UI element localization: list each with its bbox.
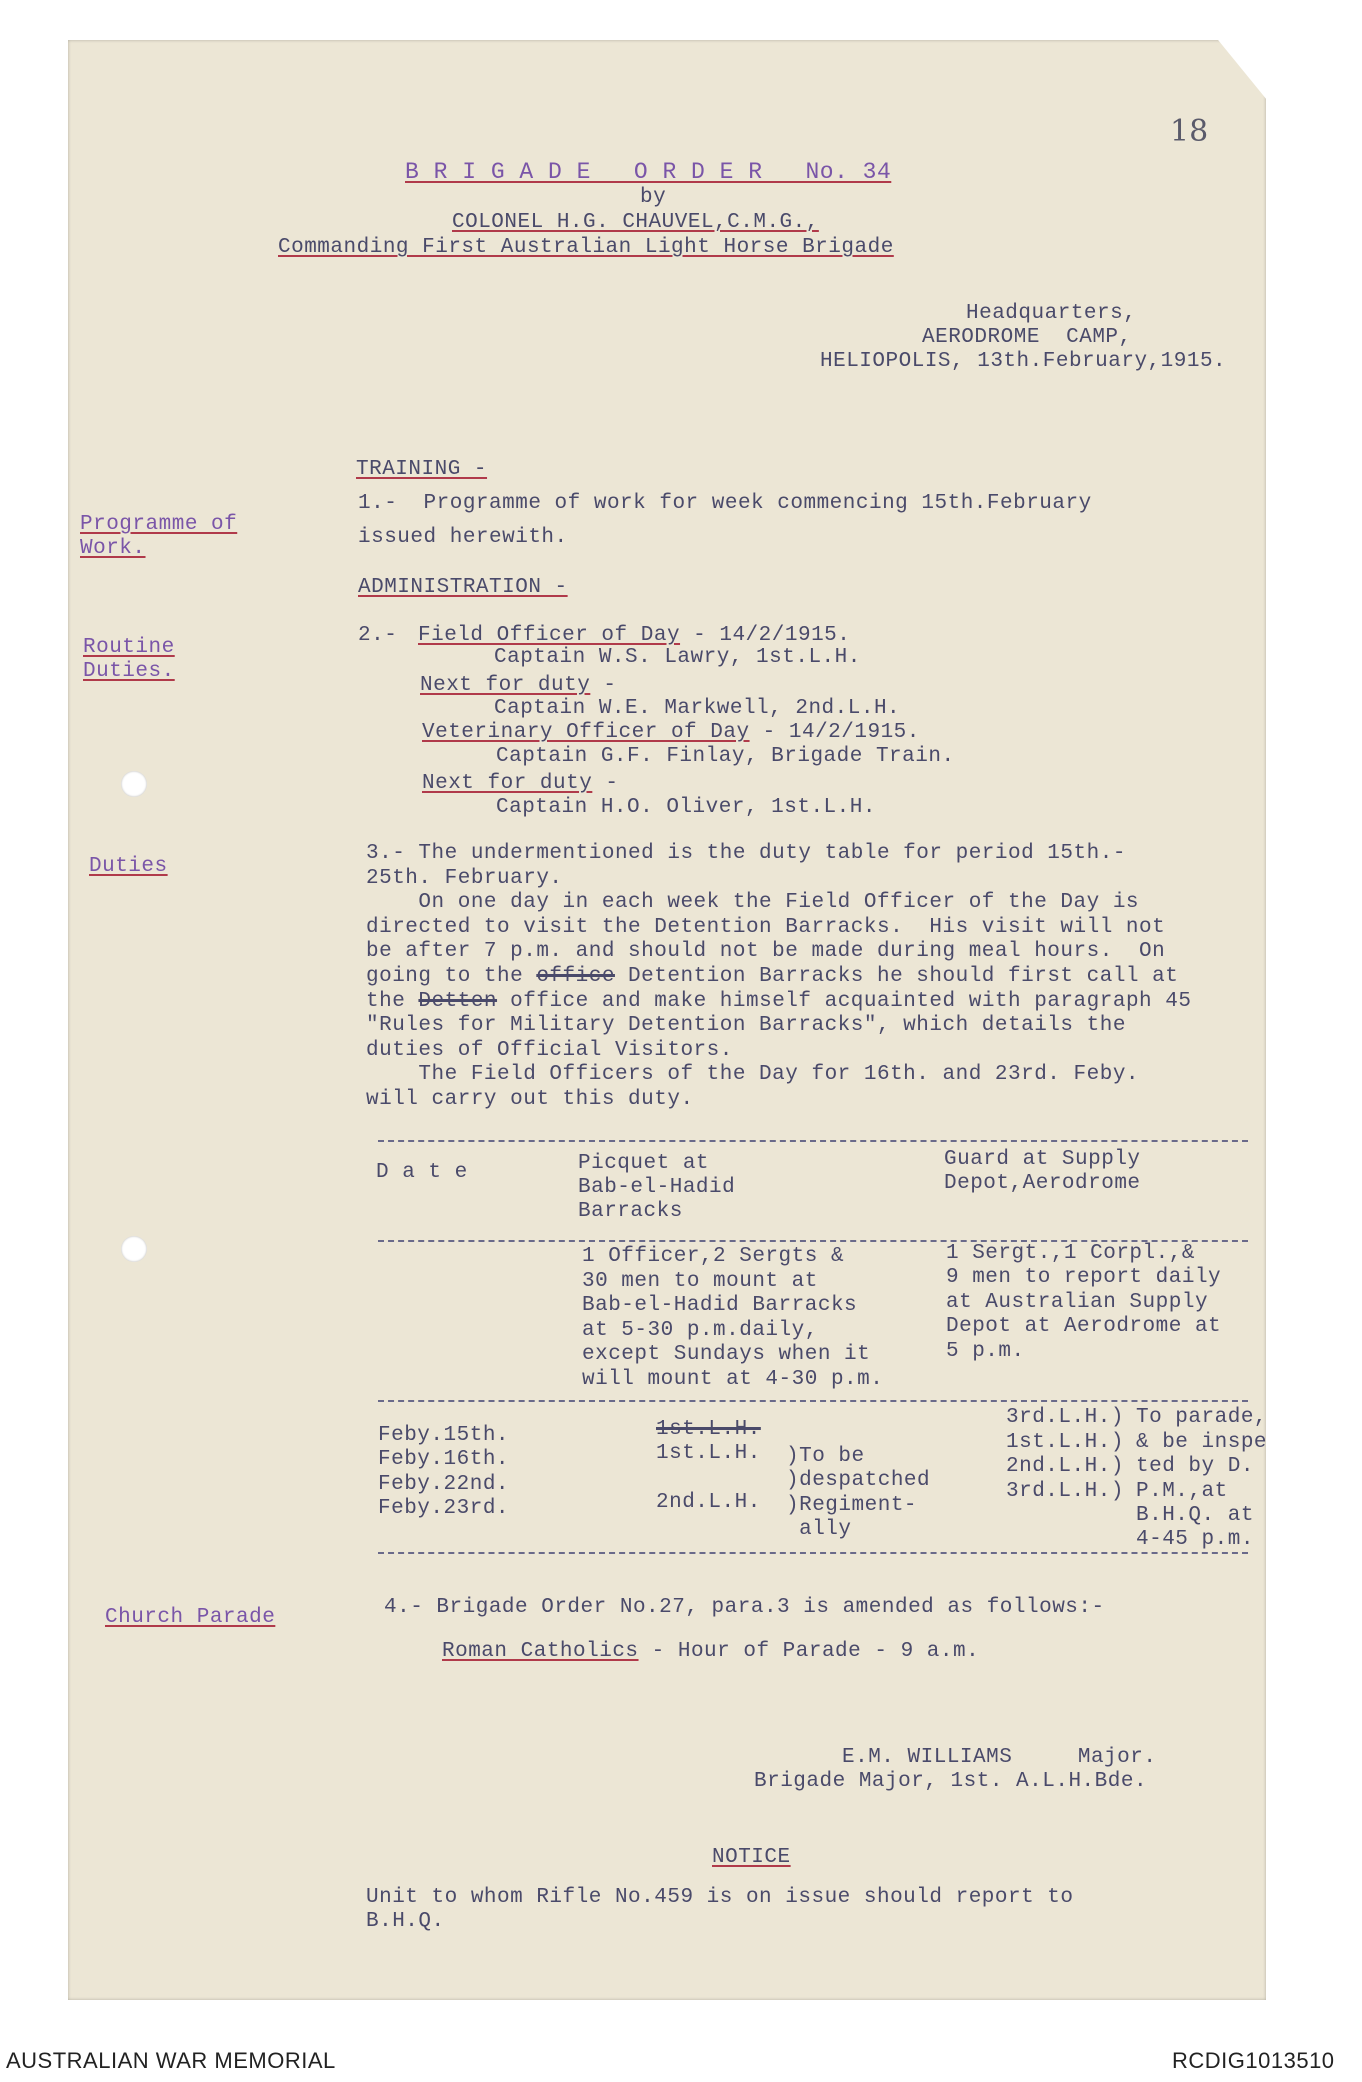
date-2: Feby.16th. <box>378 1448 510 1471</box>
next-duty-2-dash: - <box>592 772 619 795</box>
para-3-line-4: directed to visit the Detention Barracks. His visit will not <box>366 916 1166 939</box>
field-officer-name: Captain W.S. Lawry, 1st.L.H. <box>494 646 861 669</box>
margin-routine: Routine <box>83 636 175 659</box>
table-rule-bottom <box>378 1552 1248 1554</box>
guard-unit-3: 2nd.L.H.) <box>1006 1455 1124 1478</box>
address-line-1: Headquarters, <box>966 302 1137 325</box>
table-rule-top <box>378 1140 1248 1142</box>
guard-desc-1: 1 Sergt.,1 Corpl.,& <box>946 1242 1195 1265</box>
margin-duties-label: Duties. <box>83 660 175 683</box>
margin-programme: Programme of <box>80 513 238 536</box>
commander-name: COLONEL H.G. CHAUVEL,C.M.G., <box>452 211 819 234</box>
footer-reference: RCDIG1013510 <box>1172 2048 1335 2073</box>
picquet-unit-2: 2nd.L.H. <box>656 1491 761 1514</box>
vet-officer-line <box>422 721 920 745</box>
para-4-line-1: 4.- Brigade Order No.27, para.3 is amended as follows:- <box>384 1596 1105 1619</box>
para-3-line-3: On one day in each week the Field Officer of the Day is <box>366 891 1140 914</box>
picquet-desc-2: 30 men to mount at <box>582 1270 818 1293</box>
notice-title: NOTICE <box>712 1846 791 1869</box>
signature-title: Brigade Major, 1st. A.L.H.Bde. <box>754 1770 1148 1793</box>
date-3: Feby.22nd. <box>378 1473 510 1496</box>
para-3-line-7-start: the <box>366 990 419 1013</box>
para-3-line-9: duties of Official Visitors. <box>366 1039 733 1062</box>
roman-catholics-label: Roman Catholics <box>442 1640 639 1663</box>
picquet-unit-1: 1st.L.H. <box>656 1442 761 1465</box>
guard-note-6: 4-45 p.m. <box>1136 1528 1254 1551</box>
next-duty-2-name: Captain H.O. Oliver, 1st.L.H. <box>496 796 876 819</box>
picquet-note-2: )despatched <box>786 1469 931 1492</box>
date-4: Feby.23rd. <box>378 1497 510 1520</box>
table-header-picquet-2: Bab-el-Hadid <box>578 1176 736 1199</box>
picquet-desc-4: at 5-30 p.m.daily, <box>582 1319 818 1342</box>
para-2-num: 2.- <box>358 624 398 647</box>
vet-officer-name: Captain G.F. Finlay, Brigade Train. <box>496 745 955 768</box>
next-duty-1-dash: - <box>590 674 617 697</box>
guard-desc-3: at Australian Supply <box>946 1291 1209 1314</box>
guard-note-5: B.H.Q. at <box>1136 1504 1254 1527</box>
margin-work: Work. <box>80 537 146 560</box>
table-rule-middle <box>378 1400 1248 1402</box>
commanding-line: Commanding First Australian Light Horse Brigade <box>278 236 894 259</box>
page-number: 18 <box>1170 114 1209 149</box>
picquet-note-4: ally <box>786 1518 852 1541</box>
field-officer-line <box>418 624 850 648</box>
table-header-guard-1: Guard at Supply <box>944 1148 1141 1171</box>
next-duty-1-name: Captain W.E. Markwell, 2nd.L.H. <box>494 697 901 720</box>
order-by: by <box>640 186 667 209</box>
guard-desc-2: 9 men to report daily <box>946 1266 1222 1289</box>
roman-catholics-text: - Hour of Parade - 9 a.m. <box>638 1640 980 1663</box>
table-header-date: D a t e <box>376 1161 468 1184</box>
picquet-note-1: )To be <box>786 1445 865 1468</box>
signature-name: E.M. WILLIAMS Major. <box>842 1746 1157 1769</box>
guard-unit-1: 3rd.L.H.) <box>1006 1406 1124 1429</box>
picquet-desc-5: except Sundays when it <box>582 1343 871 1366</box>
order-title: B R I G A D E O R D E R No. 34 <box>405 159 892 185</box>
punch-hole <box>121 1236 147 1262</box>
picquet-note-3: )Regiment- <box>786 1494 918 1517</box>
margin-church-parade: Church Parade <box>105 1606 276 1629</box>
guard-desc-5: 5 p.m. <box>946 1340 1025 1363</box>
picquet-struck-unit: 1st.L.H. <box>656 1418 761 1441</box>
address-line-2: AERODROME CAMP, <box>922 326 1132 349</box>
guard-note-2: & be inspe <box>1136 1431 1268 1454</box>
struck-word: Detten <box>418 990 498 1013</box>
next-duty-1-line <box>420 674 617 698</box>
guard-note-4: P.M.,at <box>1136 1480 1228 1503</box>
vet-officer-date: - 14/2/1915. <box>749 721 920 744</box>
next-duty-1-label: Next for duty <box>420 674 591 697</box>
guard-unit-2: 1st.L.H.) <box>1006 1431 1124 1454</box>
para-3-line-10: The Field Officers of the Day for 16th. and 23rd. Feby. <box>366 1063 1140 1086</box>
para-3-line-6-end: Detention Barracks he should first call at <box>614 965 1179 988</box>
section-administration: ADMINISTRATION - <box>358 576 568 599</box>
para-1-line-1: 1.- Programme of work for week commencing 15th.February <box>358 492 1092 515</box>
para-3-line-5: be after 7 p.m. and should not be made during meal hours. On <box>366 940 1166 963</box>
footer-archive: AUSTRALIAN WAR MEMORIAL <box>6 2048 336 2073</box>
para-3-line-6 <box>366 965 1178 989</box>
table-header-picquet-1: Picquet at <box>578 1152 710 1175</box>
notice-line-1: Unit to whom Rifle No.459 is on issue should report to <box>366 1886 1074 1909</box>
field-officer-label: Field Officer of Day <box>418 624 681 647</box>
struck-word: office <box>536 965 615 988</box>
guard-note-3: ted by D. <box>1136 1455 1254 1478</box>
picquet-desc-3: Bab-el-Hadid Barracks <box>582 1294 858 1317</box>
para-1-line-2: issued herewith. <box>358 526 568 549</box>
para-3-line-7 <box>366 990 1191 1014</box>
guard-note-1: To parade, <box>1136 1406 1268 1429</box>
picquet-desc-6: will mount at 4-30 p.m. <box>582 1368 884 1391</box>
margin-duties: Duties <box>89 855 168 878</box>
address-line-3: HELIOPOLIS, 13th.February,1915. <box>820 350 1227 373</box>
para-3-line-1: 3.- The undermentioned is the duty table for period 15th.- <box>366 842 1126 865</box>
para-4-line-2 <box>442 1640 979 1664</box>
section-training: TRAINING - <box>356 458 488 481</box>
punch-hole <box>121 771 147 797</box>
table-header-picquet-3: Barracks <box>578 1200 683 1223</box>
next-duty-2-line <box>422 772 619 796</box>
para-3-line-8: "Rules for Military Detention Barracks", which details the <box>366 1014 1126 1037</box>
guard-desc-4: Depot at Aerodrome at <box>946 1315 1222 1338</box>
para-3-line-7-end: office and make himself acquainted with paragraph 45 <box>497 990 1192 1013</box>
date-1: Feby.15th. <box>378 1424 510 1447</box>
notice-line-2: B.H.Q. <box>366 1910 445 1933</box>
field-officer-date: - 14/2/1915. <box>680 624 851 647</box>
para-3-line-11: will carry out this duty. <box>366 1088 694 1111</box>
next-duty-2-label: Next for duty <box>422 772 593 795</box>
table-header-guard-2: Depot,Aerodrome <box>944 1172 1141 1195</box>
vet-officer-label: Veterinary Officer of Day <box>422 721 750 744</box>
guard-unit-4: 3rd.L.H.) <box>1006 1480 1124 1503</box>
picquet-desc-1: 1 Officer,2 Sergts & <box>582 1245 845 1268</box>
para-3-line-6-start: going to the <box>366 965 537 988</box>
para-3-line-2: 25th. February. <box>366 867 563 890</box>
